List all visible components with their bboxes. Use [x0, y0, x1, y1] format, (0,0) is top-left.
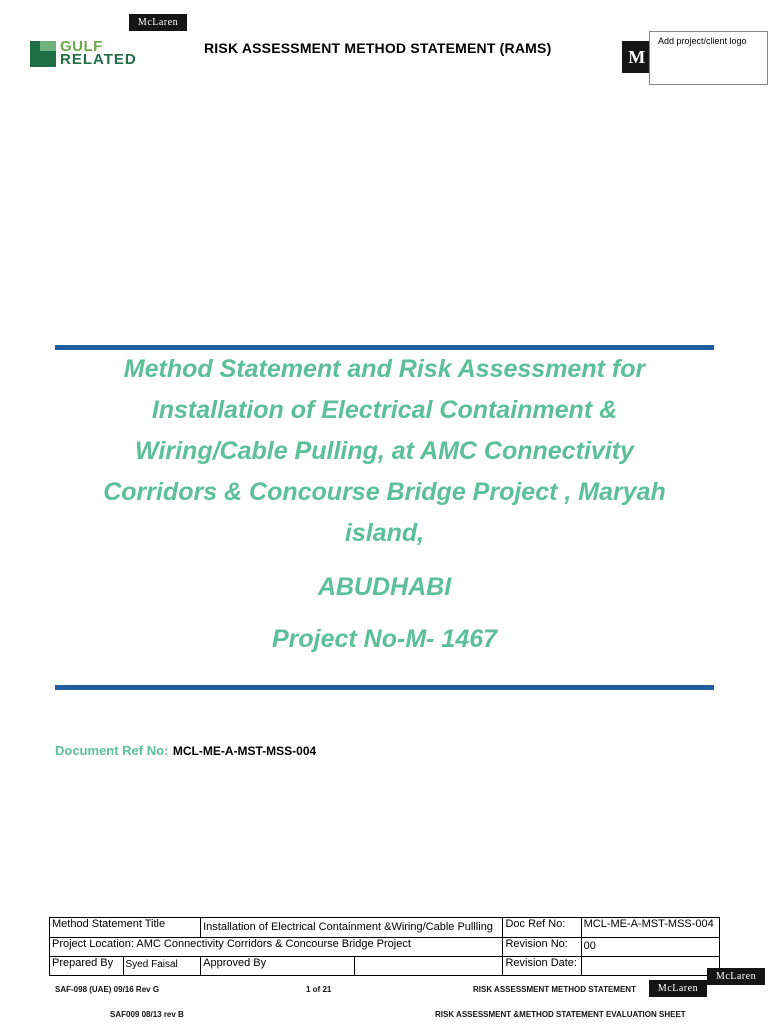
revision-no-label: Revision No: [503, 938, 581, 957]
title-line: Installation of Electrical Containment & [151, 396, 618, 424]
gulf-related-mark-icon [30, 41, 56, 67]
revision-no-value: 00 [581, 938, 719, 957]
mclaren-logo-footer-secondary: McLaren [649, 980, 707, 997]
project-location: Project Location: AMC Connectivity Corridors & Concourse Bridge Project [50, 938, 503, 957]
document-ref-label: Document Ref No: [55, 743, 169, 758]
document-title [55, 349, 714, 554]
footer-form-code: SAF-098 (UAE) 09/16 Rev G [55, 985, 160, 994]
table-row [50, 938, 720, 957]
client-logo-placeholder-text: Add project/client logo [658, 36, 747, 46]
gulf-related-logo [30, 40, 160, 68]
client-logo-placeholder[interactable] [649, 31, 768, 85]
table-row [50, 918, 720, 938]
approved-by-value [354, 957, 503, 976]
method-statement-title-label: Method Statement Title [50, 918, 201, 938]
city-title: ABUDHABI [317, 573, 452, 601]
prepared-by-value: Syed Faisal [123, 957, 201, 976]
footer-page-number: 1 of 21 [306, 985, 332, 994]
doc-ref-label: Doc Ref No: [503, 918, 581, 938]
gulf-related-line1: GULF [60, 38, 103, 55]
doc-ref-value: MCL-ME-A-MST-MSS-004 [581, 918, 719, 938]
bottom-divider [55, 685, 714, 690]
title-line: Wiring/Cable Pulling, at AMC Connectivity [135, 437, 634, 465]
footer-document-name: RISK ASSESSMENT METHOD STATEMENT [473, 985, 636, 994]
method-statement-title-value: Installation of Electrical Containment &Wiring/Cable Pullling [201, 918, 503, 938]
title-line: island, [344, 519, 425, 547]
footer-evaluation-sheet-name: RISK ASSESSMENT &METHOD STATEMENT EVALUATION SHEET [435, 1010, 686, 1019]
gulf-related-line2: RELATED [60, 51, 137, 68]
revision-date-value [581, 957, 719, 976]
document-header-title: RISK ASSESSMENT METHOD STATEMENT (RAMS) [204, 40, 552, 56]
mclaren-logo-top: McLaren [129, 14, 187, 31]
revision-date-label: Revision Date: [503, 957, 581, 976]
title-line: Method Statement and Risk Assessment for [123, 355, 646, 383]
mclaren-logo-footer: McLaren [707, 968, 765, 985]
cropped-logo-letter: M [628, 46, 646, 67]
document-ref [55, 742, 316, 760]
title-line: Corridors & Concourse Bridge Project , Maryah [103, 478, 666, 506]
footer-form-code-secondary: SAF009 08/13 rev B [110, 1010, 184, 1019]
cropped-logo [622, 41, 652, 73]
table-row [50, 957, 720, 976]
document-ref-value: MCL-ME-A-MST-MSS-004 [172, 744, 317, 758]
approved-by-label: Approved By [201, 957, 355, 976]
prepared-by-label: Prepared By [50, 957, 124, 976]
document-info-table [49, 917, 720, 976]
project-number: Project No-M- 1467 [271, 625, 498, 653]
